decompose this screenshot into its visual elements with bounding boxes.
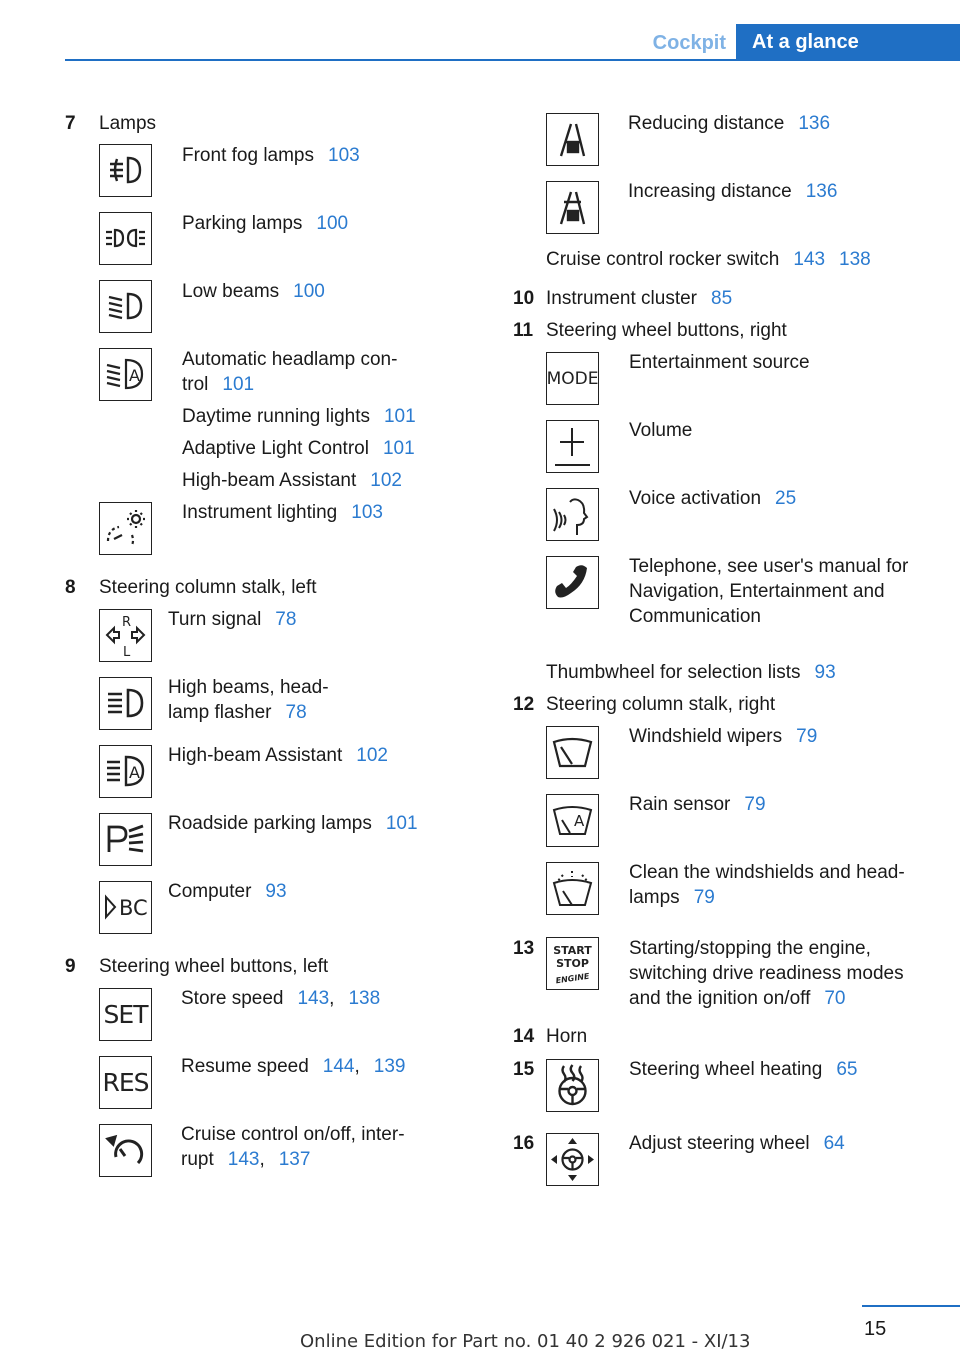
cruise-control-icon bbox=[99, 1124, 152, 1177]
page-ref[interactable]: 78 bbox=[285, 702, 307, 723]
section-8-title: Steering column stalk, left bbox=[99, 577, 317, 598]
high-beams-line1: High beams, head- bbox=[168, 677, 329, 698]
header-tab: At a glance bbox=[736, 24, 960, 61]
page-ref[interactable]: 143 bbox=[227, 1149, 260, 1170]
section-10-number: 10 bbox=[513, 288, 535, 309]
increasing-distance-icon bbox=[546, 181, 599, 234]
section-11-title: Steering wheel buttons, right bbox=[546, 320, 787, 341]
icon-text-stop: STOP bbox=[556, 957, 589, 970]
high-beam-assistant-entry-2: High-beam Assistant 102 bbox=[168, 745, 388, 766]
page-ref[interactable]: 144 bbox=[322, 1056, 355, 1077]
page-ref[interactable]: 102 bbox=[370, 470, 402, 491]
telephone-line1: Telephone, see user's manual for bbox=[629, 556, 909, 577]
instrument-lighting-icon bbox=[99, 502, 152, 555]
icon-text-res: RES bbox=[102, 1068, 149, 1097]
icon-letter-a: A bbox=[129, 366, 140, 385]
page-ref[interactable]: 100 bbox=[293, 281, 325, 302]
icon-letter-l: L bbox=[123, 645, 131, 659]
parking-lamps-icon bbox=[99, 212, 152, 265]
page-ref[interactable]: 93 bbox=[814, 662, 836, 683]
rain-sensor-entry: Rain sensor 79 bbox=[629, 794, 766, 815]
page-ref[interactable]: 143 bbox=[793, 249, 826, 270]
set-button-icon bbox=[99, 988, 152, 1041]
turn-signal-icon bbox=[99, 609, 152, 662]
entertainment-source-entry: Entertainment source bbox=[629, 352, 810, 373]
page-ref[interactable]: 101 bbox=[385, 813, 418, 834]
computer-icon bbox=[99, 881, 152, 934]
increasing-distance-entry: Increasing distance 136 bbox=[628, 181, 838, 202]
cruise-control-line2: rupt 143, 137 bbox=[181, 1149, 311, 1170]
page-ref[interactable]: 65 bbox=[836, 1059, 858, 1080]
telephone-icon bbox=[546, 556, 599, 609]
page-ref[interactable]: 102 bbox=[356, 745, 388, 766]
page-ref[interactable]: 101 bbox=[222, 374, 255, 395]
clean-windshields-line2: lamps 79 bbox=[629, 887, 715, 908]
windshield-wipers-entry: Windshield wipers 79 bbox=[629, 726, 818, 747]
footer-rule bbox=[862, 1305, 960, 1307]
page-ref[interactable]: 137 bbox=[278, 1149, 311, 1170]
icon-text-engine: ENGINE bbox=[555, 971, 590, 986]
page-ref[interactable]: 103 bbox=[351, 502, 383, 523]
parking-lamps-entry: Parking lamps 100 bbox=[182, 213, 349, 234]
adjust-steering-wheel-entry: Adjust steering wheel 64 bbox=[629, 1133, 845, 1154]
high-beams-line2: lamp flasher 78 bbox=[168, 702, 307, 723]
page-ref[interactable]: 101 bbox=[382, 438, 415, 459]
page-ref[interactable]: 79 bbox=[693, 887, 715, 908]
roadside-parking-lamps-icon bbox=[99, 813, 152, 866]
computer-entry: Computer 93 bbox=[168, 881, 287, 902]
icon-text-start: START bbox=[553, 944, 592, 957]
page-ref[interactable]: 139 bbox=[373, 1056, 406, 1077]
low-beams-entry: Low beams 100 bbox=[182, 281, 325, 302]
icon-text-set: SET bbox=[103, 1000, 148, 1029]
page-ref[interactable]: 93 bbox=[265, 881, 287, 902]
section-8-number: 8 bbox=[65, 577, 76, 598]
icon-letter-a: A bbox=[574, 812, 585, 830]
header-section: Cockpit bbox=[652, 32, 726, 54]
reducing-distance-entry: Reducing distance 136 bbox=[628, 113, 831, 134]
section-12-number: 12 bbox=[513, 694, 535, 715]
front-fog-lamps-entry: Front fog lamps 103 bbox=[182, 145, 360, 166]
resume-speed-entry: Resume speed 144, 139 bbox=[181, 1056, 406, 1077]
steering-wheel-heating-entry: Steering wheel heating 65 bbox=[629, 1059, 858, 1080]
section-10-entry: Instrument cluster 85 bbox=[546, 288, 733, 309]
start-stop-button-icon bbox=[546, 937, 599, 990]
page-ref[interactable]: 70 bbox=[824, 988, 846, 1009]
telephone-line2: Navigation, Entertainment and bbox=[629, 581, 885, 602]
section-9-title: Steering wheel buttons, left bbox=[99, 956, 329, 977]
voice-activation-icon bbox=[546, 488, 599, 541]
section-12-title: Steering column stalk, right bbox=[546, 694, 776, 715]
section-11-number: 11 bbox=[513, 320, 534, 341]
section-15-number: 15 bbox=[513, 1059, 535, 1080]
page-ref[interactable]: 85 bbox=[711, 288, 733, 309]
daytime-running-lights-entry: Daytime running lights 101 bbox=[182, 406, 416, 427]
icon-letter-a: A bbox=[129, 763, 140, 782]
page-ref[interactable]: 136 bbox=[805, 181, 838, 202]
icon-text-bc: BC bbox=[119, 896, 148, 920]
thumbwheel-entry: Thumbwheel for selection lists 93 bbox=[546, 662, 836, 683]
page-ref[interactable]: 143 bbox=[297, 988, 330, 1009]
high-beam-assistant-entry: High-beam Assistant 102 bbox=[182, 470, 402, 491]
washer-icon bbox=[546, 862, 599, 915]
section-14-number: 14 bbox=[513, 1026, 535, 1047]
instrument-lighting-entry: Instrument lighting 103 bbox=[182, 502, 383, 523]
turn-signal-entry: Turn signal 78 bbox=[168, 609, 297, 630]
start-stop-line3: and the ignition on/off 70 bbox=[629, 988, 846, 1009]
high-beams-icon bbox=[99, 677, 152, 730]
automatic-headlamp-icon bbox=[99, 348, 152, 401]
volume-icon bbox=[546, 420, 599, 473]
res-button-icon bbox=[99, 1056, 152, 1109]
rocker-switch-entry: Cruise control rocker switch 143 138 bbox=[546, 249, 871, 270]
store-speed-entry: Store speed 143, 138 bbox=[181, 988, 381, 1009]
page-ref[interactable]: 25 bbox=[775, 488, 797, 509]
page-ref[interactable]: 100 bbox=[316, 213, 349, 234]
page-ref[interactable]: 138 bbox=[839, 249, 871, 270]
page-ref[interactable]: 136 bbox=[798, 113, 831, 134]
page-number: 15 bbox=[864, 1318, 887, 1340]
telephone-line3: Communication bbox=[629, 606, 761, 627]
section-7-title: Lamps bbox=[99, 113, 157, 134]
reducing-distance-icon bbox=[546, 113, 599, 166]
page-ref[interactable]: 138 bbox=[348, 988, 381, 1009]
section-7-number: 7 bbox=[65, 113, 76, 134]
volume-entry: Volume bbox=[629, 420, 693, 441]
adaptive-light-control-entry: Adaptive Light Control 101 bbox=[182, 438, 415, 459]
roadside-parking-lamps-entry: Roadside parking lamps 101 bbox=[168, 813, 418, 834]
icon-letter-r: R bbox=[122, 615, 132, 630]
automatic-headlamp-line1: Automatic headlamp con- bbox=[182, 349, 398, 370]
cruise-control-line1: Cruise control on/off, inter- bbox=[181, 1124, 405, 1145]
page-ref[interactable]: 78 bbox=[275, 609, 297, 630]
windshield-wipers-icon bbox=[546, 726, 599, 779]
page-ref[interactable]: 79 bbox=[744, 794, 766, 815]
section-13-number: 13 bbox=[513, 938, 535, 959]
rain-sensor-icon bbox=[546, 794, 599, 847]
steering-wheel-heating-icon bbox=[546, 1059, 599, 1112]
clean-windshields-line1: Clean the windshields and head- bbox=[629, 862, 905, 883]
low-beams-icon bbox=[99, 280, 152, 333]
page-ref[interactable]: 79 bbox=[796, 726, 818, 747]
page-ref[interactable]: 103 bbox=[328, 145, 360, 166]
high-beam-assistant-icon bbox=[99, 745, 152, 798]
section-16-number: 16 bbox=[513, 1133, 535, 1154]
automatic-headlamp-line2: trol 101 bbox=[182, 374, 255, 395]
icon-text-mode: MODE bbox=[546, 368, 599, 389]
adjust-steering-wheel-icon bbox=[546, 1133, 599, 1186]
voice-activation-entry: Voice activation 25 bbox=[629, 488, 797, 509]
start-stop-line1: Starting/stopping the engine, bbox=[629, 938, 871, 959]
page-ref[interactable]: 101 bbox=[383, 406, 416, 427]
section-14-title: Horn bbox=[546, 1026, 588, 1047]
header-rule bbox=[65, 59, 960, 61]
mode-button-icon bbox=[546, 352, 599, 405]
page-ref[interactable]: 64 bbox=[823, 1133, 845, 1154]
front-fog-lamp-icon bbox=[99, 144, 152, 197]
section-9-number: 9 bbox=[65, 956, 76, 977]
start-stop-line2: switching drive readiness modes bbox=[629, 963, 904, 984]
edition-note: Online Edition for Part no. 01 40 2 926 021 - XI/13 bbox=[300, 1331, 751, 1352]
